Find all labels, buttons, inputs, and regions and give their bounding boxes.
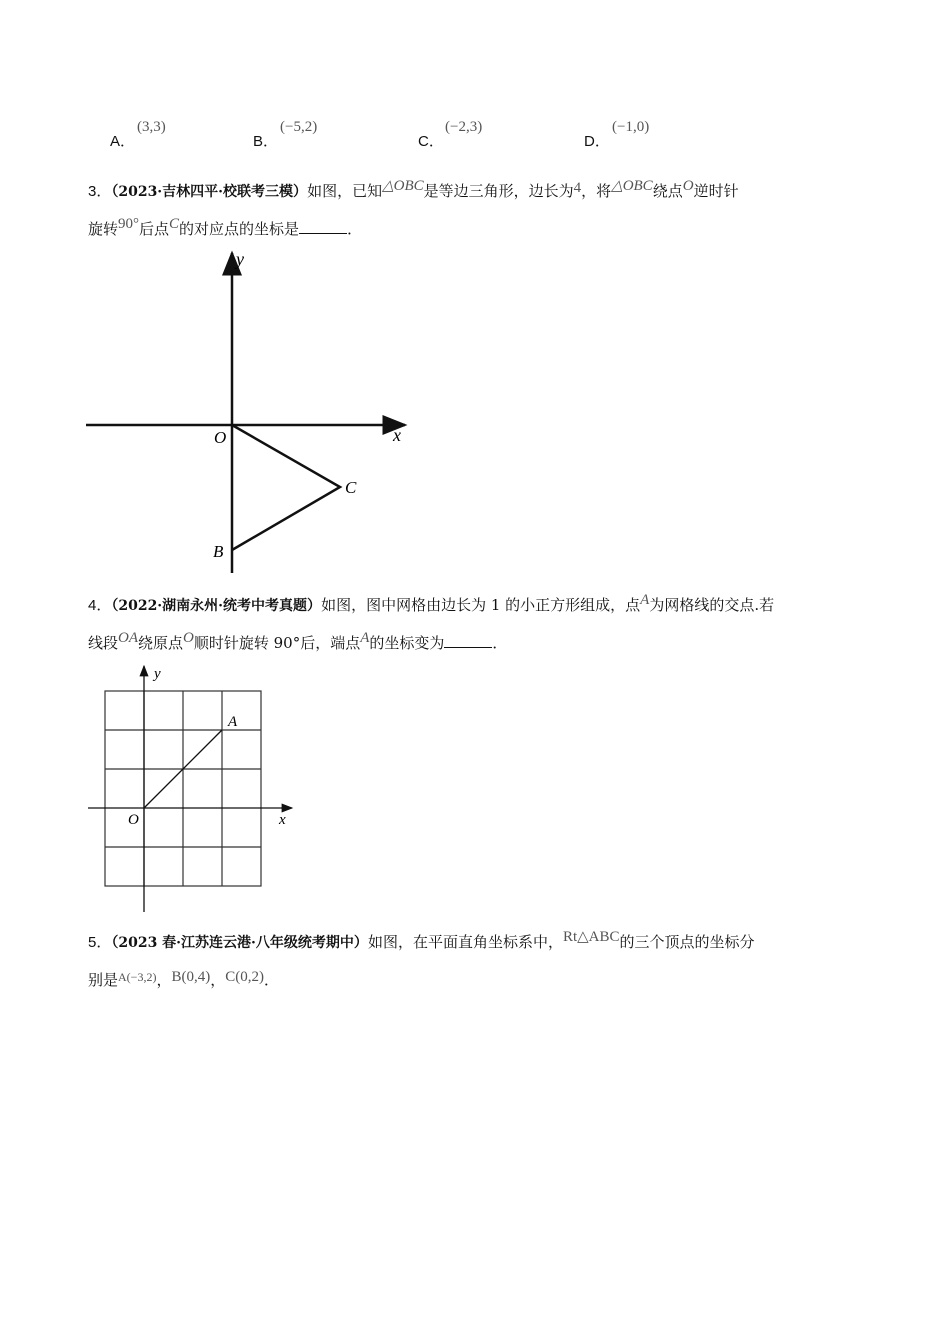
math-expr: △OBC xyxy=(611,178,653,194)
option-a[interactable] xyxy=(110,132,135,152)
question-number: 4． xyxy=(88,597,112,614)
question-text: ， xyxy=(210,971,226,989)
question-text: 顺时针旋转 90°后，端点 xyxy=(193,634,361,652)
math-expr: A(−3,2) xyxy=(118,970,157,984)
question-text: 为网格线的交点.若 xyxy=(649,596,775,614)
question-3-line-2 xyxy=(88,216,363,240)
option-b[interactable] xyxy=(253,132,278,152)
y-label: y xyxy=(154,666,161,682)
question-text: 线段 xyxy=(88,634,119,652)
origin-label: O xyxy=(214,428,227,447)
option-b-value: (−5,2) xyxy=(280,119,318,135)
question-text: 逆时针 xyxy=(693,182,739,200)
question-text: ，将 xyxy=(581,182,612,200)
x-label: x xyxy=(279,812,286,828)
point-b-label: B xyxy=(213,542,224,561)
question-text: 的对应点的坐标是 xyxy=(179,220,300,238)
question-text: 绕点 xyxy=(652,182,683,200)
triangle-obc xyxy=(232,425,340,550)
question-text: ， xyxy=(156,971,172,989)
question-text: 后点 xyxy=(139,220,170,238)
option-d[interactable] xyxy=(584,132,610,152)
grid xyxy=(105,691,261,886)
question-4-line-1 xyxy=(88,592,775,616)
math-expr: O xyxy=(183,630,194,646)
option-c-value: (−2,3) xyxy=(445,119,483,135)
math-expr: 90° xyxy=(118,216,140,232)
option-letter: A． xyxy=(110,133,136,150)
question-5-line-2 xyxy=(88,970,279,991)
question-text: 旋转 xyxy=(88,220,119,238)
question-text: 如图，已知 xyxy=(307,182,383,200)
question-4-line-2 xyxy=(88,630,508,654)
option-a-value: (3,3) xyxy=(137,119,166,135)
option-letter: D． xyxy=(584,133,610,150)
question-text: ． xyxy=(347,220,363,238)
point-a-label: A xyxy=(228,714,238,730)
y-label: y xyxy=(236,249,244,269)
x-label: x xyxy=(393,425,401,445)
question-text: 如图，在平面直角坐标系中， xyxy=(367,933,563,951)
question-source: （2023·吉林四平·校联考三模） xyxy=(111,184,308,200)
math-expr: A xyxy=(360,630,370,646)
question-text: ． xyxy=(263,971,279,989)
question-text: 的坐标变为 xyxy=(369,634,445,652)
point-c-label: C xyxy=(345,478,357,497)
question-source: （2023 春·江苏连云港·八年级统考期中） xyxy=(111,935,368,951)
q4-figure xyxy=(80,660,305,915)
question-text: 如图，图中网格由边长为 1 的小正方形组成，点 xyxy=(321,596,641,614)
question-text: ． xyxy=(492,634,508,652)
question-source: （2022·湖南永州·统考中考真题） xyxy=(111,598,322,614)
math-expr: △OBC xyxy=(382,178,424,194)
option-d-value: (−1,0) xyxy=(612,119,650,135)
math-expr: 4 xyxy=(573,180,582,196)
origin-label: O xyxy=(128,812,139,828)
answer-blank[interactable] xyxy=(444,633,492,648)
question-5-line-1 xyxy=(88,929,755,953)
math-expr: C xyxy=(169,216,180,232)
math-expr: O xyxy=(682,178,694,194)
option-c[interactable] xyxy=(418,132,444,152)
question-text: 的三个顶点的坐标分 xyxy=(619,933,755,951)
question-3-line-1 xyxy=(88,178,739,202)
answer-blank[interactable] xyxy=(299,219,347,234)
question-number: 5． xyxy=(88,934,112,951)
question-text: 绕原点 xyxy=(138,634,184,652)
math-expr: Rt△ABC xyxy=(562,929,620,945)
math-expr: C(0,2) xyxy=(225,969,264,985)
math-expr: OA xyxy=(118,630,139,646)
q3-figure xyxy=(80,245,420,580)
question-number: 3． xyxy=(88,183,112,200)
option-letter: B． xyxy=(253,133,279,150)
math-expr: B(0,4) xyxy=(171,969,211,985)
question-text: 是等边三角形，边长为 xyxy=(423,182,574,200)
math-expr: A xyxy=(640,592,650,608)
question-text: 别是 xyxy=(88,971,119,989)
option-letter: C． xyxy=(418,133,444,150)
